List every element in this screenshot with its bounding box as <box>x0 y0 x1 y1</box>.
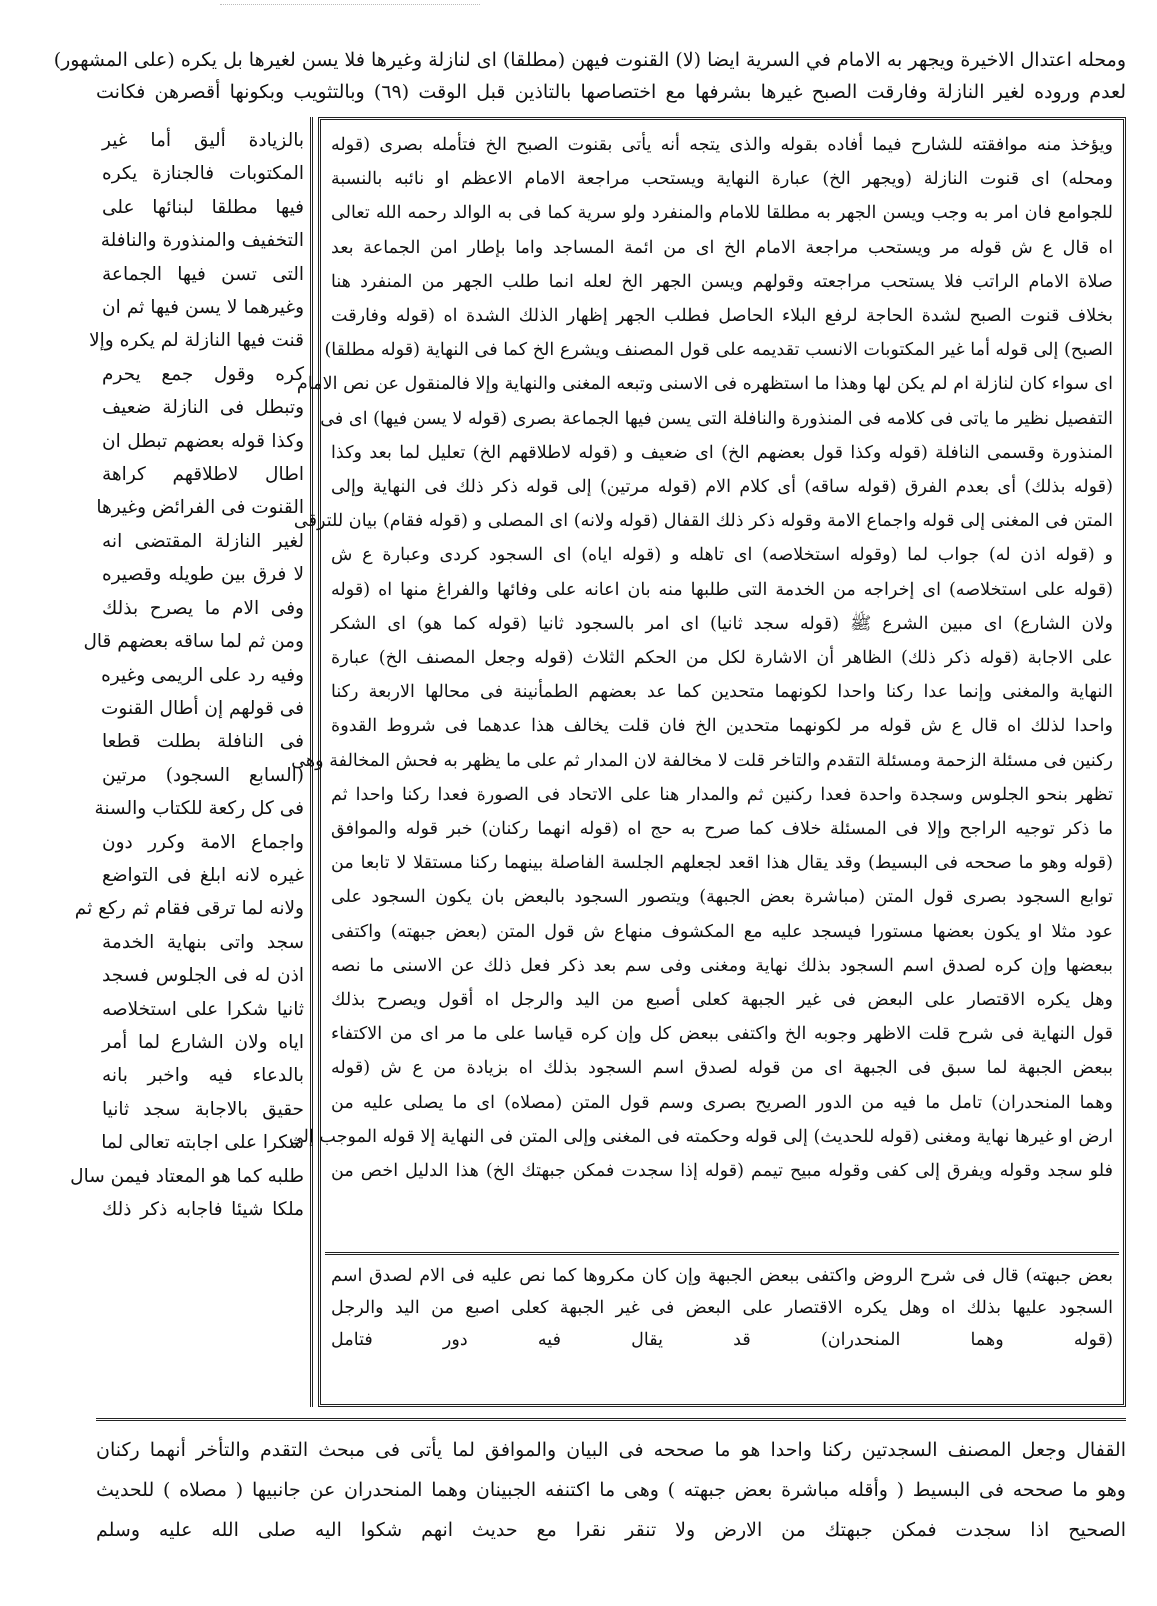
text-line: ثانيا شكرا على استخلاصه <box>102 998 304 1020</box>
text-line: ما ذكر توجيه الراجح وإلا فى المسئلة خلاف كما صرح به حج اه (قوله انهما ركنان) خبر قوله والموافق <box>331 819 1114 840</box>
text-line: التخفيف والمنذورة والنافلة <box>100 230 304 252</box>
text-line: وهو ما صححه فى البسيط ( وأقله مباشرة بعض جبهته ) وهى ما اكتنفه الجبينان وهما المنحدران عن جانبيها ( مصلاه ) للحديث <box>96 1479 1126 1501</box>
text-line: ببعضها وإن كره لصدق اسم السجود بذلك نهاية ومغنى وفى سم بعد ذكر فعل ذلك عن الاسنى ما نصه <box>331 955 1113 976</box>
text-line: واحدا لذلك اه قال ع ش قوله مر لكونهما متحدين الخ فان قلت يخالف هذا عدهما فى شروط القدوة <box>331 716 1113 737</box>
text-line: وكذا قوله بعضهم تبطل ان <box>102 430 304 452</box>
text-line: اياه ولان الشارع لما أمر <box>102 1031 304 1053</box>
text-line: ركنين فى مسئلة الزحمة ومسئلة التقدم والتاخر قلت لا مخالفة لان المدار ثم على ما يظهر به فحش المخالفة وهى <box>291 750 1113 771</box>
text-line: للجوامع فان امر به وجب ويسن الجهر به مطلقا للامام والمنفرد ولو سرية كما فى به الوالد رحمه الله تعالى <box>331 203 1113 224</box>
text-line: و (قوله اذن له) جواب لما (وقوله استخلاصه) اى تاهله و (قوله اياه) اى السجود كردى وعبارة ع ش <box>331 545 1113 566</box>
footnote-text <box>331 1260 1113 1356</box>
text-line: ولانه لما ترقى فقام ثم ركع ثم <box>74 898 304 920</box>
text-line: ومن ثم لما ساقه بعضهم قال <box>83 631 304 653</box>
text-line: المكتوبات فالجنازة يكره <box>102 163 304 185</box>
scan-artifact <box>220 4 480 5</box>
text-line: وفيه رد على الريمى وغيره <box>101 664 304 686</box>
text-line: ومحله) اى قنوت النازلة (ويجهر الخ) عبارة النهاية ويستحب مراجعة الامام الاعظم او نائبه بالنسبة <box>331 169 1113 190</box>
text-line: غيره لانه ابلغ فى التواضع <box>102 864 304 886</box>
text-line: وغيرهما لا يسن فيها ثم ان <box>102 297 304 319</box>
text-line: صلاة الامام الراتب فلا يستحب مراجعته وقولهم ويسن الجهر الخ لعله انما طلب الجهر من المنفرد هنا <box>331 271 1113 292</box>
text-line: المنذورة وقسمى النافلة (قوله وكذا قول بعضهم الخ) اى ضعيف و (قوله لاطلاقهم الخ) تعليل لما بعد وكذا <box>331 442 1113 463</box>
text-line: فى كل ركعة للكتاب والسنة <box>94 798 304 820</box>
text-line: اذن له فى الجلوس فسجد <box>102 965 304 987</box>
text-line: لعدم وروده لغير النازلة وفارقت الصبح غيرها بشرفها مع اختصاصها بالتاذين قبل الوقت (٦٩) وبالتثويب وبكونها أقصرهن فكانت <box>96 81 1126 103</box>
text-line: فى قولهم إن أطال القنوت <box>100 697 304 719</box>
commentary-text <box>288 128 1114 1188</box>
text-line: بالدعاء فيه واخبر بانه <box>102 1065 304 1087</box>
text-line: ملكا شيئا فاجابه ذكر ذلك <box>102 1199 304 1220</box>
text-line: (قوله بذلك) أى بعدم الفرق (قوله ساقه) أى كلام الام (قوله مرتين) إلى قوله ذكر ذلك فى النهاية وإلى <box>331 477 1113 498</box>
text-line: وفى الام ما يصرح بذلك <box>102 597 304 619</box>
text-line: السجود عليها بذلك اه وهل يكره الاقتصار على البعض فى غير الجبهة كعلى اصبع من اليد والرجل <box>331 1298 1113 1318</box>
text-line: لغير النازلة المقتضى انه <box>102 530 304 552</box>
text-line: اطال لاطلاقهم كراهة <box>102 464 304 486</box>
main-text-top <box>53 44 1126 108</box>
text-line: بخلاف قنوت الصبح لشدة الحاجة لرفع البلاء الحاصل فطلب الجهر إظهار الذلك الشدة اه (قوله وفارقت <box>331 306 1113 327</box>
text-line: التفصيل نظير ما ياتى فى كلامه فى المنذورة والنافلة التى يسن فيها الجماعة بصرى (قوله لا يسن فيها) اى فى <box>320 408 1113 429</box>
text-line: فلو سجد وقوله ويفرق إلى كفى وقوله مبيح تيمم (قوله إذا سجدت فمكن جبهتك الخ) هذا الدليل اخص من <box>331 1161 1113 1182</box>
text-line: التى تسن فيها الجماعة <box>102 263 304 285</box>
text-line: الصحيح اذا سجدت فمكن جبهتك من الارض ولا تنقر نقرا مع حديث انهم شكوا اليه صلى الله عليه وسلم <box>96 1519 1126 1541</box>
text-line: سجد واتى بنهاية الخدمة <box>102 931 304 953</box>
text-line: (قوله وهما المنحدران) قد يقال فيه دور فتامل <box>331 1330 1113 1350</box>
main-text-left-column <box>70 124 304 1226</box>
text-line: اى سواء كان لنازلة ام لم يكن لها وهذا ما استظهره فى الاسنى وتبعه المغنى والنهاية وإلا فالمنقول عن نص الامام <box>296 374 1113 395</box>
text-line: ببعض الجبهة لما سبق فى الجبهة اى من قوله لصدق اسم السجود بذلك اه بزيادة من ع ش (قوله <box>331 1058 1113 1079</box>
text-line: فى النافلة بطلت قطعا <box>102 731 304 753</box>
text-line: (قوله وهو ما صححه فى البسيط) وقد يقال هذا اقعد لجعلهم الجلسة الفاصلة بينهما ركنا مستقلا لا تابعا من <box>331 853 1113 874</box>
text-line: بعض جبهته) قال فى شرح الروض واكتفى ببعض الجبهة وإن كان مكروها كما نص عليه فى الام لصدق اسم <box>331 1266 1113 1286</box>
text-line: اه قال ع ش قوله مر ويستحب مراجعة الامام الخ اى من ائمة المساجد واما بإطار امن الجماعة بعد <box>331 237 1113 258</box>
text-line: ومحله اعتدال الاخيرة ويجهر به الامام في السرية ايضا (لا) القنوت فيهن (مطلقا) اى لنازلة وغيرها فلا يسن لغيرها بل يكره (على المشهور) <box>53 49 1126 71</box>
text-line: وهل يكره الاقتصار على البعض فى غير الجبهة كعلى أصبع من اليد والرجل اه أقول ويصرح بذلك <box>331 990 1113 1011</box>
text-line: ويؤخذ منه موافقته للشارح فيما أفاده بقوله والذى يتجه أنه يأتى بقنوت الصبح الخ فتأمله بصرى (قوله <box>331 135 1113 155</box>
text-line: الصبح) إلى قوله أما غير المكتوبات الانسب تقديمه على قول المصنف ويشرع الخ كما فى النهاية (قوله مطلقا) <box>324 340 1113 361</box>
text-line: قنت فيها النازلة لم يكره وإلا <box>89 330 304 352</box>
text-line: النهاية والمغنى وإنما عدا ركنا واحدا لكونهما متحدين كما عد بعضهم الطمأنينة فى محالها الاربعة ركنا <box>331 682 1113 703</box>
text-line: شكرا على اجابته تعالى لما <box>101 1132 304 1154</box>
text-line: (قوله على استخلاصه) اى إخراجه من الخدمة التى طلبها منه بان اعانه على وفائها والفراغ منها اه (قوله <box>331 579 1113 600</box>
text-line: فيها مطلقا لبنائها على <box>102 196 304 218</box>
text-line: تظهر بنحو الجلوس وسجدة واحدة فعدا ركنين ثم والمدار هنا على الاتحاد فى الصورة فعدا ركنا واحدا ثم <box>331 784 1113 805</box>
text-line: لا فرق بين طويله وقصيره <box>102 564 304 586</box>
text-line: عود مثلا او يكون بعضها مستورا فيسجد عليه مع المكشوف منهاع ش قول المتن (بعض جبهته) واكتفى <box>331 921 1113 942</box>
text-line: ارض او غيرها نهاية ومغنى (قوله للحديث) إلى قوله وحكمته فى المغنى وإلى المتن فى النهاية إلا قوله الموجب إلى <box>288 1126 1113 1147</box>
text-line: طلبه كما هو المعتاد فيمن سال <box>70 1165 304 1187</box>
footnote-divider <box>325 1252 1119 1255</box>
text-line: بالزيادة أليق أما غير <box>102 130 304 151</box>
text-line: حقيق بالاجابة سجد ثانيا <box>102 1098 304 1120</box>
text-line: واجماع الامة وكرر دون <box>102 831 304 853</box>
bottom-divider <box>96 1418 1126 1421</box>
text-line: القفال وجعل المصنف السجدتين ركنا واحدا هو ما صححه فى البيان والموافق لما يأتى فى مبحث التقدم والتأخر أنهما ركنان <box>96 1439 1126 1461</box>
text-line: وتبطل فى النازلة ضعيف <box>102 397 304 419</box>
commentary-box <box>288 117 1126 1407</box>
main-text-bottom <box>96 1430 1126 1550</box>
text-line: القنوت فى الفرائض وغيرها <box>96 497 304 519</box>
text-line: وهما المنحدران) تامل ما فيه من الدور الصريح بصرى وسم قول المتن (مصلاه) اى ما يصلى عليه من <box>331 1092 1113 1113</box>
text-line: (السابع السجود) مرتين <box>102 764 304 786</box>
text-line: ولان الشارع) اى مبين الشرع ﷺ (قوله سجد ثانيا) اى امر بالسجود ثانيا (قوله كما هو) اى الشكر <box>331 613 1113 634</box>
text-line: توابع السجود بصرى قول المتن (مباشرة بعض الجبهة) ويتصور السجود بالبعض بان يكون السجود على <box>331 887 1113 908</box>
text-line: قول النهاية فى شرح قلت الاظهر وجوبه الخ واكتفى ببعض كل وإن كره قياسا على ما مر اى من الاكتفاء <box>331 1024 1113 1045</box>
text-line: المتن فى المغنى إلى قوله واجماع الامة وقوله ذكر ذلك القفال (قوله ولانه) اى المصلى و (قوله فقام) بيان للترقى <box>293 511 1113 532</box>
text-line: على الاجابة (قوله ذكر ذلك) الظاهر أن الاشارة لكل من الحكم الثلاث (قوله وجعل المصنف الخ) عبارة <box>331 648 1113 669</box>
text-line: كره وقول جمع يحرم <box>102 363 304 385</box>
